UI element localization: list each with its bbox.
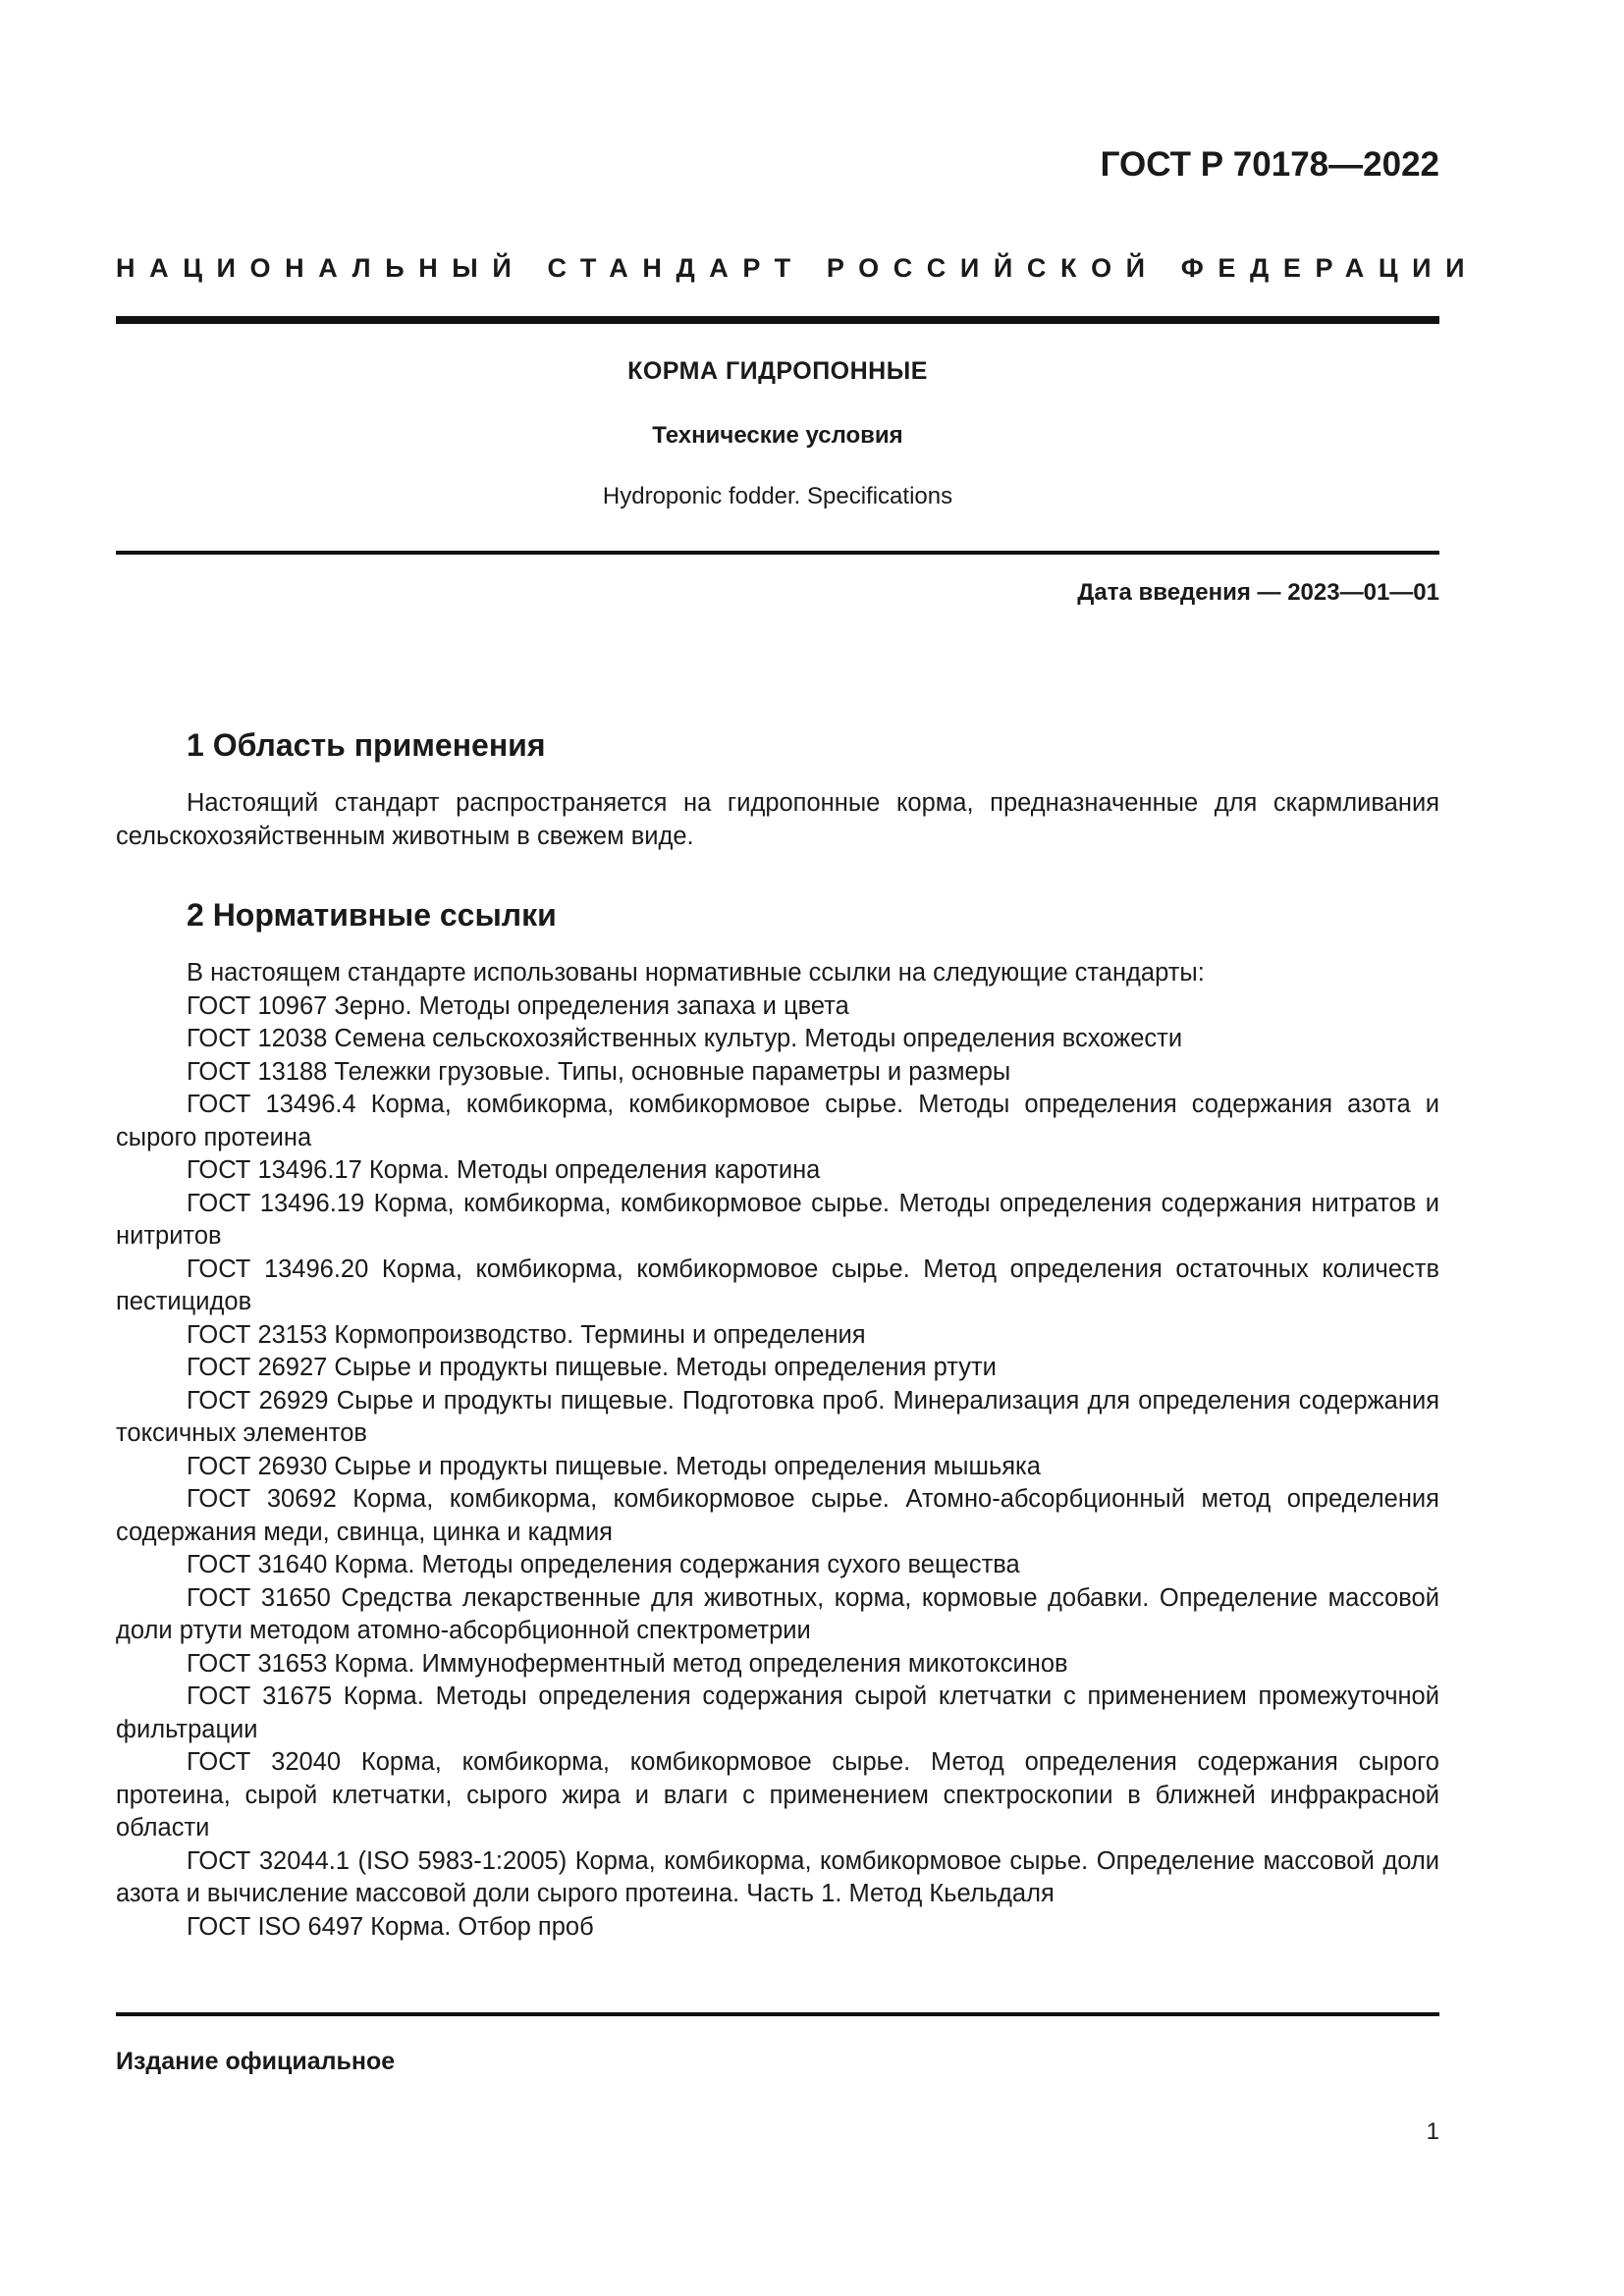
reference-item: ГОСТ 13496.4 Корма, комбикорма, комбикормовое сырье. Методы определения содержания азота и сырого протеина — [116, 1091, 1439, 1151]
reference-item: ГОСТ 32044.1 (ISO 5983-1:2005) Корма, комбикорма, комбикормовое сырье. Определение массовой доли азота и вычисление массовой доли сырого протеина. Часть 1. Метод Кьельдаля — [116, 1846, 1439, 1907]
official-edition-label: Издание официальное — [116, 2048, 396, 2075]
reference-item: ГОСТ 26929 Сырье и продукты пищевые. Подготовка проб. Минерализация для определения содержания токсичных элементов — [116, 1386, 1439, 1447]
document-title: КОРМА ГИДРОПОННЫЕ — [627, 357, 928, 385]
section-1-heading: 1 Область применения — [187, 727, 546, 763]
section-1-body — [116, 787, 1439, 853]
footer-divider — [116, 2012, 1439, 2016]
references-intro: В настоящем стандарте использованы нормативные ссылки на следующие стандарты: — [187, 959, 1205, 987]
reference-item: ГОСТ 30692 Корма, комбикорма, комбикормовое сырье. Атомно-абсорбционный метод определения содержания меди, свинца, цинка и кадмия — [116, 1485, 1439, 1546]
reference-item: ГОСТ 13496.19 Корма, комбикорма, комбикормовое сырье. Методы определения содержания нитратов и нитритов — [116, 1189, 1439, 1250]
reference-item: ГОСТ 26927 Сырье и продукты пищевые. Методы определения ртути — [187, 1354, 997, 1381]
reference-item: ГОСТ 26930 Сырье и продукты пищевые. Методы определения мышьяка — [187, 1452, 1041, 1480]
reference-item: ГОСТ 12038 Семена сельскохозяйственных культур. Методы определения всхожести — [187, 1025, 1183, 1052]
reference-item: ГОСТ 10967 Зерно. Методы определения запаха и цвета — [187, 991, 849, 1020]
header-divider — [116, 316, 1439, 324]
scope-paragraph: Настоящий стандарт распространяется на гидропонные корма, предназначенные для скармливания сельскохозяйственным животным в свежем виде. — [116, 789, 1439, 850]
national-standard-banner: НАЦИОНАЛЬНЫЙ СТАНДАРТ РОССИЙСКОЙ ФЕДЕРАЦИИ — [116, 253, 1480, 283]
document-subtitle: Технические условия — [652, 422, 903, 449]
reference-item: ГОСТ 31675 Корма. Методы определения содержания сырой клетчатки с применением промежуточной фильтрации — [116, 1682, 1439, 1743]
section-2-heading: 2 Нормативные ссылки — [187, 897, 557, 933]
introduction-date: Дата введения — 2023—01—01 — [1077, 579, 1439, 606]
document-number: ГОСТ Р 70178—2022 — [1100, 145, 1439, 184]
reference-item: ГОСТ 13188 Тележки грузовые. Типы, основные параметры и размеры — [187, 1057, 1011, 1086]
title-divider — [116, 551, 1439, 555]
reference-item: ГОСТ 31653 Корма. Иммуноферментный метод определения микотоксинов — [187, 1649, 1068, 1678]
reference-item: ГОСТ 31650 Средства лекарственные для животных, корма, кормовые добавки. Определение массовой доли ртути методом атомно-абсорбционной спектрометрии — [116, 1583, 1439, 1644]
reference-item: ГОСТ 31640 Корма. Методы определения содержания сухого вещества — [187, 1551, 1020, 1578]
reference-item: ГОСТ 13496.17 Корма. Методы определения каротина — [187, 1156, 821, 1184]
reference-item: ГОСТ 13496.20 Корма, комбикорма, комбикормовое сырье. Метод определения остаточных количеств пестицидов — [116, 1255, 1439, 1315]
page-number: 1 — [1426, 2118, 1439, 2145]
english-title: Hydroponic fodder. Specifications — [602, 483, 953, 509]
normative-references-list — [116, 957, 1439, 1944]
reference-item: ГОСТ 32040 Корма, комбикорма, комбикормовое сырье. Метод определения содержания сырого протеина, сырой клетчатки, сырого жира и влаги с применением спектроскопии в ближней инфракрасной области — [116, 1748, 1439, 1842]
reference-item: ГОСТ 23153 Кормопроизводство. Термины и определения — [187, 1320, 866, 1349]
reference-item: ГОСТ ISO 6497 Корма. Отбор проб — [187, 1912, 594, 1941]
